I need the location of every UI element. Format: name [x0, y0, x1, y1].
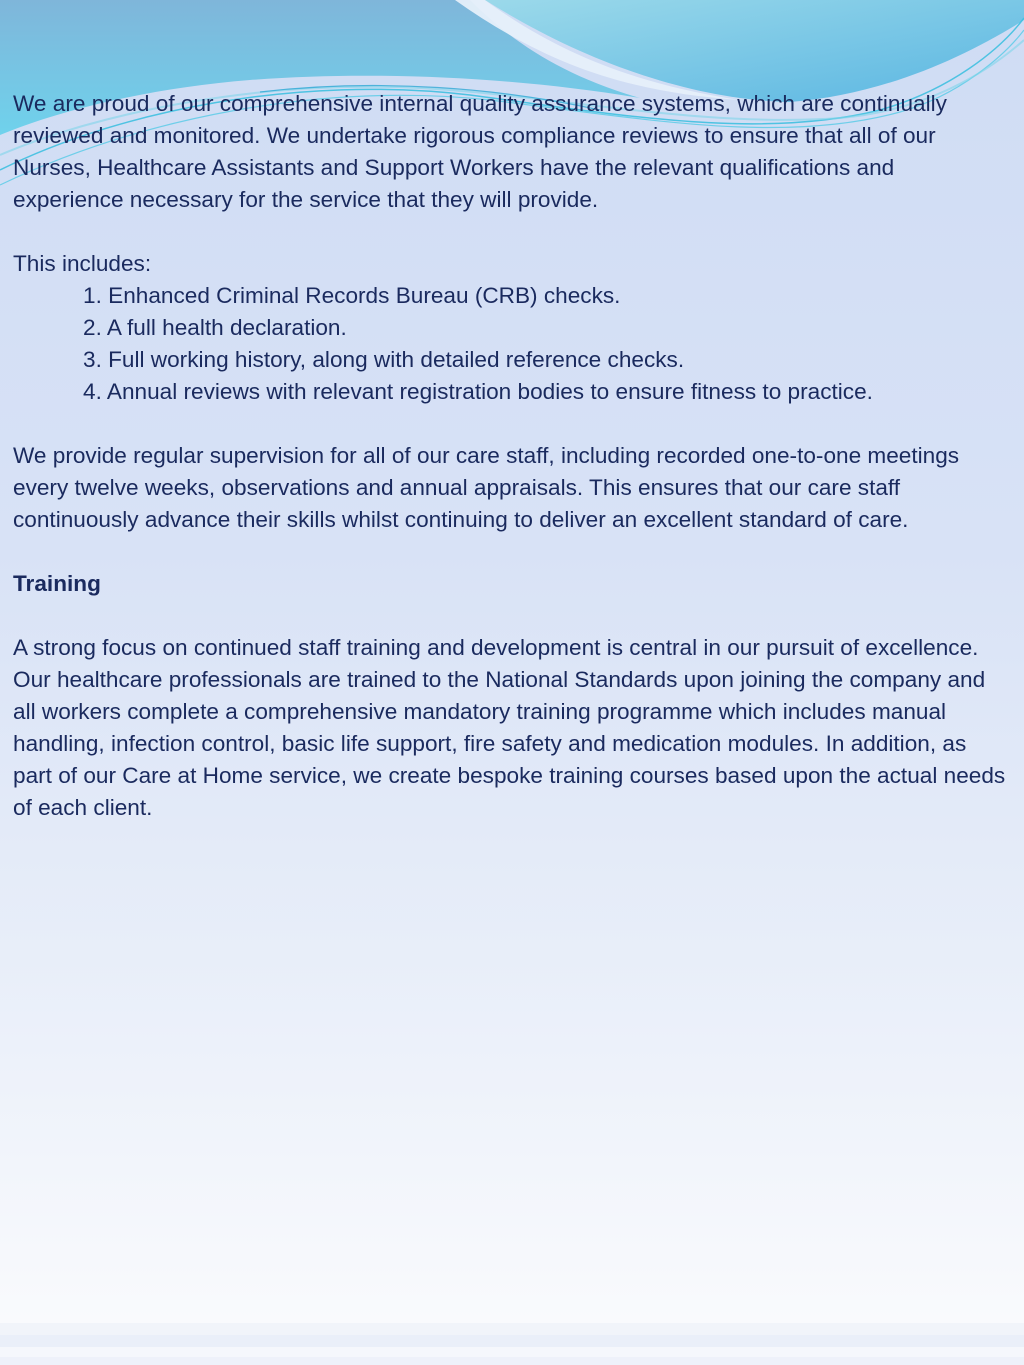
spacer	[13, 536, 1008, 568]
list-item: 1. Enhanced Criminal Records Bureau (CRB) checks.	[83, 283, 621, 308]
footer-band-decoration	[0, 1323, 1024, 1365]
supervision-paragraph: We provide regular supervision for all of our care staff, including recorded one-to-one meetings every twelve weeks, observations and annual appraisals. This ensures that our care staff continuously advance their skills whilst continuing to deliver an excellent standard of care.	[13, 443, 960, 532]
list-item: 2. A full health declaration.	[83, 315, 347, 340]
training-heading: Training	[13, 571, 101, 596]
list-item: 3. Full working history, along with detailed reference checks.	[83, 347, 685, 372]
includes-heading: This includes:	[13, 251, 152, 276]
spacer	[13, 216, 1008, 248]
list-item: 4. Annual reviews with relevant registration bodies to ensure fitness to practice.	[83, 379, 873, 404]
spacer	[13, 600, 1008, 632]
document-body	[13, 88, 1008, 824]
spacer	[13, 408, 1008, 440]
intro-paragraph: We are proud of our comprehensive internal quality assurance systems, which are continually reviewed and monitored. We undertake rigorous compliance reviews to ensure that all of our Nurses, Healthcare Assistants and Support Workers have the relevant qualifications and experience necessary for the service that they will provide.	[13, 91, 947, 212]
training-paragraph: A strong focus on continued staff training and development is central in our pursuit of excellence. Our healthcare professionals are trained to the National Standards upon joining the company and all workers complete a comprehensive mandatory training programme which includes manual handling, infection control, basic life support, fire safety and medication modules. In addition, as part of our Care at Home service, we create bespoke training courses based upon the actual needs of each client.	[13, 635, 1006, 820]
